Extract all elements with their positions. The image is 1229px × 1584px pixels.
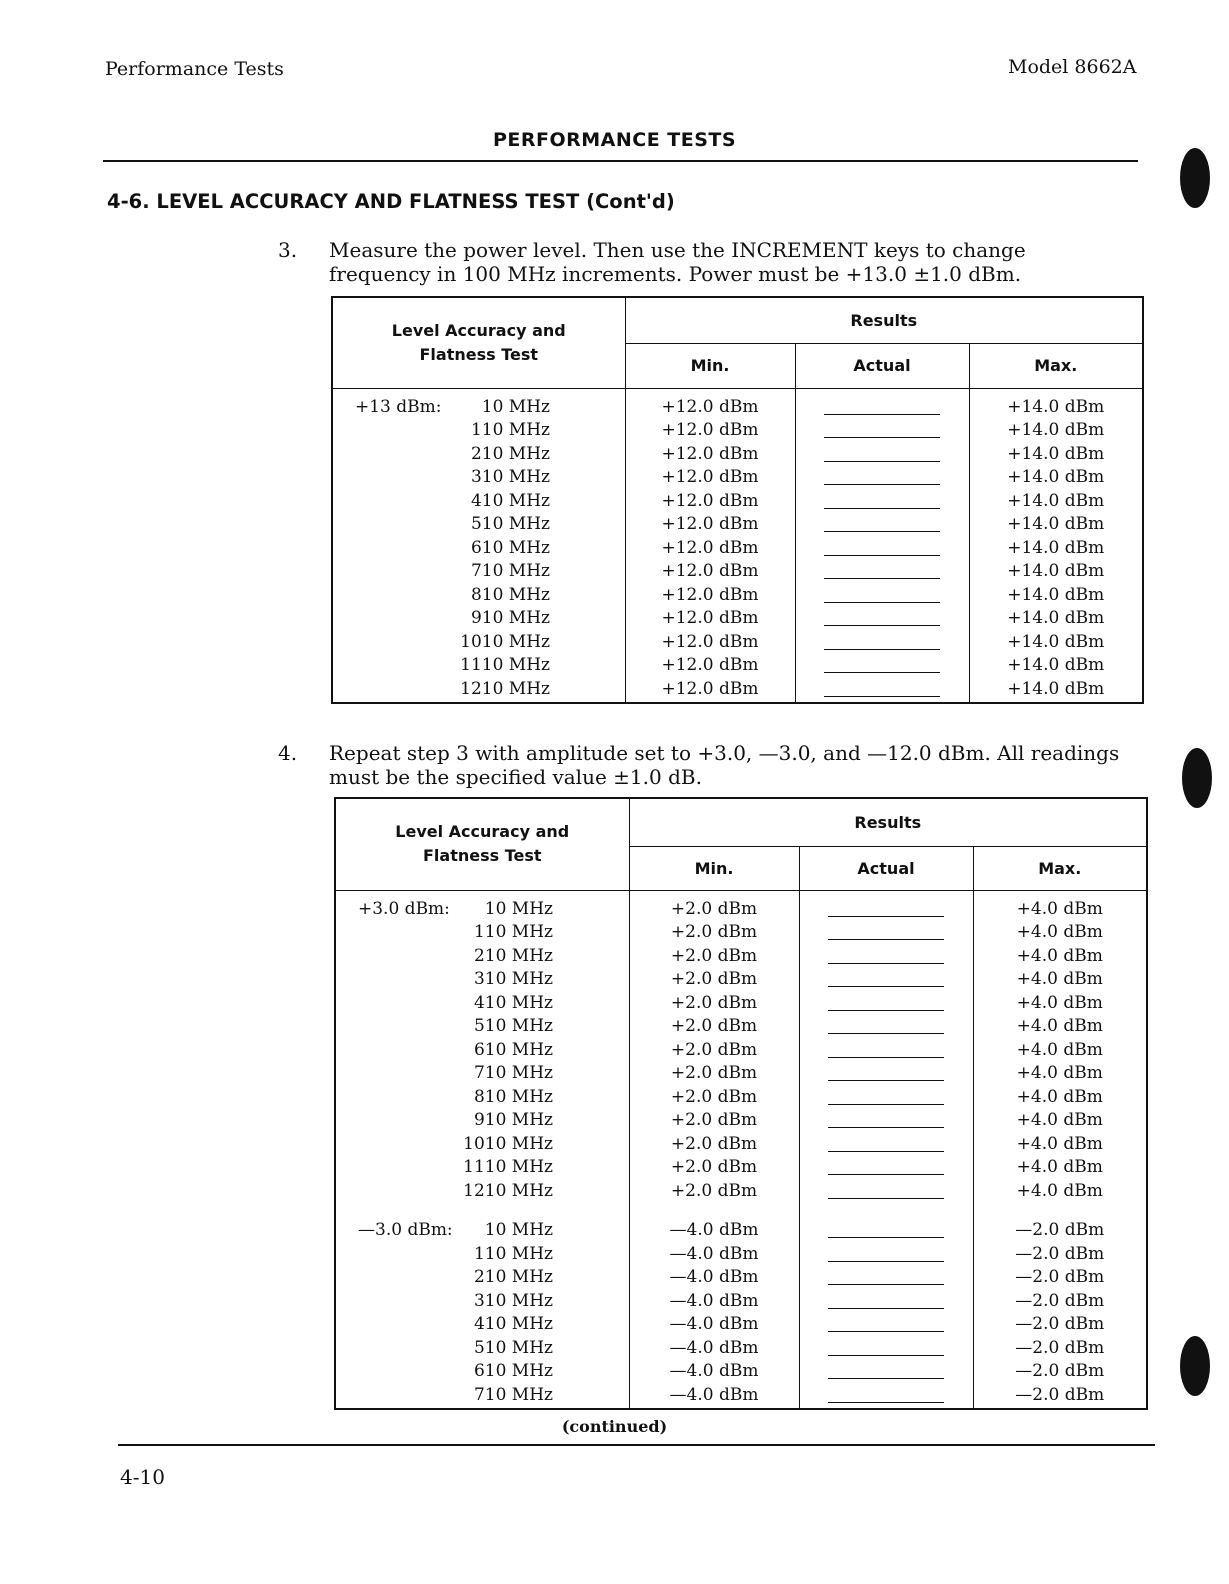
amplitude-label: —3.0 dBm: [358,1220,453,1240]
freq-row [358,993,629,1017]
actual-entry-blank [824,608,940,626]
frequency-value: 10 MHz [484,1220,553,1240]
actual-row [796,491,969,515]
table1-max [970,397,1143,703]
min-value: +2.0 dBm [670,945,758,966]
page-number: 4-10 [120,1465,165,1489]
table2-actual [800,899,973,1409]
max-value: +14.0 dBm [1007,537,1105,558]
actual-row [796,420,969,444]
frequency-value: 10 MHz [481,396,550,417]
continued-note: (continued) [561,1417,668,1436]
actual-row [800,899,973,923]
frequency-value: 410 MHz [473,992,553,1013]
frequency-value: 910 MHz [470,608,550,628]
min-value: +12.0 dBm [661,631,759,652]
table2-min [630,899,799,1409]
min-value: +2.0 dBm [670,992,758,1013]
frequency-value: 110 MHz [473,1243,553,1264]
freq-row [358,969,629,993]
actual-entry-blank [824,397,940,415]
actual-row [800,1361,973,1385]
min-value: +2.0 dBm [670,1157,758,1177]
freq-row [358,899,629,923]
subheading: 4-6. LEVEL ACCURACY AND FLATNESS TEST (Cont'd) [107,190,675,213]
actual-row [800,1063,973,1087]
actual-entry-blank [828,1267,944,1285]
max-value: +14.0 dBm [1007,584,1105,605]
min-value: +12.0 dBm [661,584,759,605]
actual-entry-blank [828,1361,944,1379]
actual-entry-blank [828,1087,944,1105]
frequency-value: 510 MHz [473,1337,553,1358]
actual-row [800,1181,973,1205]
actual-entry-blank [828,899,944,917]
actual-row [796,514,969,538]
punch-hole-mark [1180,148,1210,208]
freq-row [355,679,625,703]
freq-row [358,1220,629,1244]
bottom-rule [118,1444,1155,1446]
frequency-value: 110 MHz [470,420,550,440]
frequency-value: 610 MHz [473,1039,553,1060]
min-value: +12.0 dBm [661,420,759,440]
freq-row [358,1267,629,1291]
actual-header: Actual [795,343,969,388]
max-value: +14.0 dBm [1007,561,1105,581]
min-value: +2.0 dBm [670,1180,758,1201]
max-value: +4.0 dBm [1016,945,1103,966]
min-value: +12.0 dBm [661,678,759,699]
actual-row [796,561,969,585]
freq-row [358,1314,629,1338]
group-spacer [800,1204,973,1220]
actual-column [795,388,969,703]
freq-row [355,585,625,609]
min-value: +12.0 dBm [661,514,759,534]
actual-entry-blank [828,993,944,1011]
actual-entry-blank [824,585,940,603]
actual-row [800,922,973,946]
frequency-value: 410 MHz [470,490,550,511]
min-value: +12.0 dBm [661,561,759,581]
freq-row [358,1244,629,1268]
frequency-value: 310 MHz [473,1290,553,1311]
actual-entry-blank [824,467,940,485]
group-spacer [974,1204,1147,1220]
freq-column [332,388,625,703]
table2-freq [358,899,629,1409]
freq-row [355,467,625,491]
freq-row [355,444,625,468]
actual-row [796,538,969,562]
max-value: —2.0 dBm [1015,1290,1105,1311]
freq-row [358,1040,629,1064]
results-table-1 [331,296,1144,704]
actual-row [796,444,969,468]
frequency-value: 610 MHz [473,1361,553,1381]
step-3-number: 3. [278,238,298,262]
freq-row [355,514,625,538]
actual-entry-blank [828,946,944,964]
max-value: —2.0 dBm [1015,1243,1105,1264]
freq-row [358,1385,629,1409]
max-value: +14.0 dBm [1007,608,1105,628]
min-value: +12.0 dBm [661,443,759,464]
actual-entry-blank [824,538,940,556]
frequency-value: 1210 MHz [460,678,550,699]
results-header: Results [625,297,1143,343]
actual-row [796,608,969,632]
frequency-value: 710 MHz [473,1063,553,1083]
frequency-value: 710 MHz [470,561,550,581]
max-value: —2.0 dBm [1015,1267,1105,1287]
min-value: —4.0 dBm [669,1290,759,1311]
min-header: Min. [629,846,799,890]
results-table-2 [334,797,1148,1410]
min-value: —4.0 dBm [669,1337,759,1358]
max-value: +4.0 dBm [1016,1110,1103,1130]
table1-min [626,397,795,703]
actual-entry-blank [824,561,940,579]
max-value: —2.0 dBm [1015,1384,1105,1405]
frequency-value: 910 MHz [473,1110,553,1130]
freq-row [358,1087,629,1111]
actual-entry-blank [824,632,940,650]
freq-row [358,922,629,946]
actual-row [800,1314,973,1338]
table1-freq [355,397,625,703]
min-value: —4.0 dBm [669,1361,759,1381]
freq-row [358,1291,629,1315]
freq-row [358,946,629,970]
min-value: +2.0 dBm [670,898,758,919]
running-header-right: Model 8662A [1008,56,1137,78]
freq-row [355,420,625,444]
min-value: +12.0 dBm [661,608,759,628]
actual-entry-blank [828,1040,944,1058]
frequency-value: 410 MHz [473,1314,553,1334]
max-column [973,890,1147,1409]
frequency-value: 610 MHz [470,537,550,558]
punch-hole-mark [1180,1336,1210,1396]
actual-row [800,946,973,970]
max-value: —2.0 dBm [1015,1314,1105,1334]
amplitude-label: +13 dBm: [355,396,442,417]
actual-entry-blank [828,1244,944,1262]
min-value: +2.0 dBm [670,1039,758,1060]
actual-row [796,632,969,656]
actual-entry-blank [828,1016,944,1034]
actual-entry-blank [828,1134,944,1152]
max-value: +4.0 dBm [1016,898,1103,919]
actual-entry-blank [828,1291,944,1309]
results-header: Results [629,798,1147,846]
min-value: +2.0 dBm [670,1133,758,1154]
max-value: —2.0 dBm [1015,1220,1105,1240]
max-value: +14.0 dBm [1007,655,1105,675]
min-value: +2.0 dBm [670,1016,758,1036]
max-value: —2.0 dBm [1015,1337,1105,1358]
min-value: —4.0 dBm [669,1384,759,1405]
freq-column [335,890,629,1409]
actual-row [800,993,973,1017]
actual-entry-blank [824,679,940,697]
freq-row [355,655,625,679]
actual-row [800,1016,973,1040]
group-spacer [358,1204,629,1220]
frequency-value: 1110 MHz [460,655,550,675]
min-value: —4.0 dBm [669,1314,759,1334]
frequency-value: 810 MHz [470,584,550,605]
max-header: Max. [969,343,1143,388]
freq-row [355,538,625,562]
max-value: +4.0 dBm [1016,1086,1103,1107]
max-value: +14.0 dBm [1007,420,1105,440]
actual-entry-blank [828,1063,944,1081]
actual-row [800,1338,973,1362]
freq-row [355,632,625,656]
freq-row [358,1110,629,1134]
min-header: Min. [625,343,795,388]
freq-row [358,1338,629,1362]
actual-row [796,397,969,421]
max-column [969,388,1143,703]
step-4-number: 4. [278,741,298,765]
min-value: +12.0 dBm [661,537,759,558]
min-column [625,388,795,703]
amplitude-label: +3.0 dBm: [358,898,450,919]
actual-entry-blank [828,1181,944,1199]
actual-row [796,467,969,491]
group-spacer [630,1204,799,1220]
section-title: PERFORMANCE TESTS [492,129,737,151]
actual-row [796,585,969,609]
actual-row [800,1110,973,1134]
freq-row [358,1181,629,1205]
running-header-left: Performance Tests [105,58,284,80]
frequency-value: 1010 MHz [460,631,550,652]
actual-entry-blank [824,514,940,532]
frequency-value: 710 MHz [473,1384,553,1405]
min-value: +12.0 dBm [661,467,759,487]
frequency-value: 210 MHz [473,945,553,966]
max-value: +4.0 dBm [1016,992,1103,1013]
min-value: +12.0 dBm [661,490,759,511]
frequency-value: 1010 MHz [463,1133,553,1154]
actual-entry-blank [828,1110,944,1128]
min-value: +2.0 dBm [670,1086,758,1107]
actual-entry-blank [824,444,940,462]
actual-entry-blank [824,655,940,673]
frequency-value: 210 MHz [473,1267,553,1287]
frequency-value: 10 MHz [484,898,553,919]
actual-row [800,1220,973,1244]
actual-row [800,1267,973,1291]
actual-row [800,1134,973,1158]
min-value: —4.0 dBm [669,1267,759,1287]
frequency-value: 310 MHz [470,467,550,487]
freq-row [358,1157,629,1181]
punch-hole-mark [1182,748,1212,808]
frequency-value: 1110 MHz [463,1157,553,1177]
max-value: +14.0 dBm [1007,396,1105,417]
actual-row [796,679,969,703]
min-value: +2.0 dBm [670,1110,758,1130]
actual-column [799,890,973,1409]
step-4-text: Repeat step 3 with amplitude set to +3.0, —3.0, and —12.0 dBm. All readings must be the specified value ±1.0 dB. [329,741,1120,789]
actual-header: Actual [799,846,973,890]
max-value: +14.0 dBm [1007,467,1105,487]
actual-row [796,655,969,679]
max-value: +4.0 dBm [1016,1180,1103,1201]
top-rule [103,160,1138,162]
max-value: +14.0 dBm [1007,678,1105,699]
actual-entry-blank [828,1220,944,1238]
max-value: +4.0 dBm [1016,1063,1103,1083]
max-value: +4.0 dBm [1016,1016,1103,1036]
freq-row [358,1063,629,1087]
max-value: +4.0 dBm [1016,922,1103,942]
min-value: +2.0 dBm [670,969,758,989]
frequency-value: 510 MHz [473,1016,553,1036]
actual-row [800,969,973,993]
max-value: +14.0 dBm [1007,490,1105,511]
freq-row [358,1016,629,1040]
max-value: +4.0 dBm [1016,1157,1103,1177]
frequency-value: 110 MHz [473,922,553,942]
min-value: +12.0 dBm [661,655,759,675]
test-header: Level Accuracy and Flatness Test [335,798,629,890]
freq-row [358,1134,629,1158]
freq-row [355,397,625,421]
actual-row [800,1157,973,1181]
frequency-value: 210 MHz [470,443,550,464]
freq-row [355,561,625,585]
freq-row [355,608,625,632]
actual-row [800,1040,973,1064]
frequency-value: 310 MHz [473,969,553,989]
actual-row [800,1087,973,1111]
actual-entry-blank [824,420,940,438]
min-value: +2.0 dBm [670,922,758,942]
frequency-value: 810 MHz [473,1086,553,1107]
step-3-text: Measure the power level. Then use the INCREMENT keys to change frequency in 100 MHz increments. Power must be +13.0 ±1.0 dBm. [329,238,1026,286]
min-value: +2.0 dBm [670,1063,758,1083]
actual-entry-blank [828,1157,944,1175]
actual-entry-blank [828,969,944,987]
max-value: +4.0 dBm [1016,969,1103,989]
actual-row [800,1291,973,1315]
frequency-value: 1210 MHz [463,1180,553,1201]
max-value: +14.0 dBm [1007,514,1105,534]
test-header: Level Accuracy and Flatness Test [332,297,625,388]
table1-actual [796,397,969,703]
actual-entry-blank [828,1338,944,1356]
actual-entry-blank [828,1314,944,1332]
max-header: Max. [973,846,1147,890]
min-value: —4.0 dBm [669,1243,759,1264]
max-value: +4.0 dBm [1016,1133,1103,1154]
freq-row [355,491,625,515]
actual-entry-blank [828,1385,944,1403]
max-value: +14.0 dBm [1007,443,1105,464]
actual-entry-blank [824,491,940,509]
min-value: +12.0 dBm [661,396,759,417]
max-value: +4.0 dBm [1016,1039,1103,1060]
actual-row [800,1244,973,1268]
max-value: +14.0 dBm [1007,631,1105,652]
min-column [629,890,799,1409]
min-value: —4.0 dBm [669,1220,759,1240]
actual-row [800,1385,973,1409]
freq-row [358,1361,629,1385]
actual-entry-blank [828,922,944,940]
frequency-value: 510 MHz [470,514,550,534]
max-value: —2.0 dBm [1015,1361,1105,1381]
table2-max [974,899,1147,1409]
